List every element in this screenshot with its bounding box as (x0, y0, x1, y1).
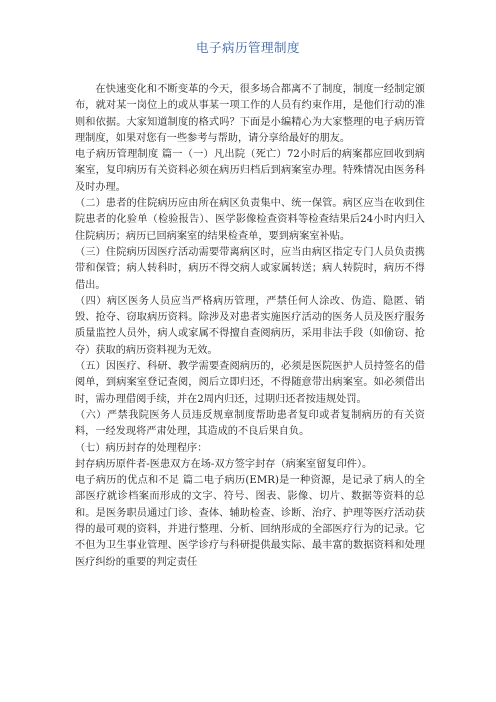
document-title: 电子病历管理制度 (195, 40, 300, 55)
body-paragraph: （四）病区医务人员应当严格病历管理，严禁任何人涂改、伪造、隐匿、销毁、抢夺、窃取病历资料。除涉及对患者实施医疗活动的医务人员及医疗服务质量监控人员外，病人或家属不得擅自查阅病历，采用非法手段（如偷窃、抢夺）获取的病历资料视为无效。 (75, 295, 425, 356)
body-paragraph: （五）因医疗、科研、教学需要查阅病历的，必须是医院医护人员持签名的借阅单，到病案室登记查阅，阅后立即归还，不得随意带出病案室。如必须借出时，需办理借阅手续，并在2周内归还，过期归还者按违规处罚。 (75, 361, 425, 405)
body-paragraph: （六）严禁我院医务人员违反规章制度帮助患者复印或者复制病历的有关资料，一经发现将严肃处理，其造成的不良后果自负。 (75, 409, 425, 438)
body-paragraph: （七）病历封存的处理程序： (75, 442, 208, 454)
document-body (75, 82, 425, 571)
body-paragraph: 封存病历原件者-医患双方在场-双方签字封存（病案室留复印件）。 (75, 458, 373, 470)
body-paragraph: （三）住院病历因医疗活动需要带离病区时，应当由病区指定专门人员负责携带和保管；病人转科时，病历不得交病人或家属转送；病人转院时，病历不得借出。 (75, 246, 425, 291)
intro-paragraph: 在快速变化和不断变革的今天，很多场合都离不了制度，制度一经制定颁布，就对某一岗位上的或从事某一项工作的人员有约束作用，是他们行动的准则和依据。大家知道制度的格式吗？下面是小编精心为大家整理的电子病历管理制度，如果对您有一些参考与帮助，请分享给最好的朋友。 (75, 84, 425, 144)
body-paragraph: 电子病历管理制度 篇一（一）凡出院（死亡）72小时后的病案都应回收到病案室，复印病历有关资料必须在病历归档后到病案室办理。特殊情况由医务科及时办理。 (75, 149, 425, 193)
body-paragraph: （二）患者的住院病历应由所在病区负责集中、统一保管。病区应当在收到住院患者的化验单（检验报告）、医学影像检查资料等检查结果后24小时内归入住院病历；病历已回病案室的结果检查单，要到病案室补贴。 (75, 198, 425, 242)
body-paragraph: 电子病历的优点和不足 篇二电子病历(EMR)是一种资源，是记录了病人的全部医疗就诊档案而形成的文字、符号、图表、影像、切片、数据等资料的总和。是医务职员通过门诊、查体、辅助检查、诊断、治疗、护理等医疗活动获得的最可观的资料，并进行整理、分析、回纳形成的全部医疗行为的记录。它不但为卫生事业管理、医学诊疗与科研提供最实际、最丰富的数据资料和处理医疗纠纷的重要的判定责任 (75, 475, 425, 568)
